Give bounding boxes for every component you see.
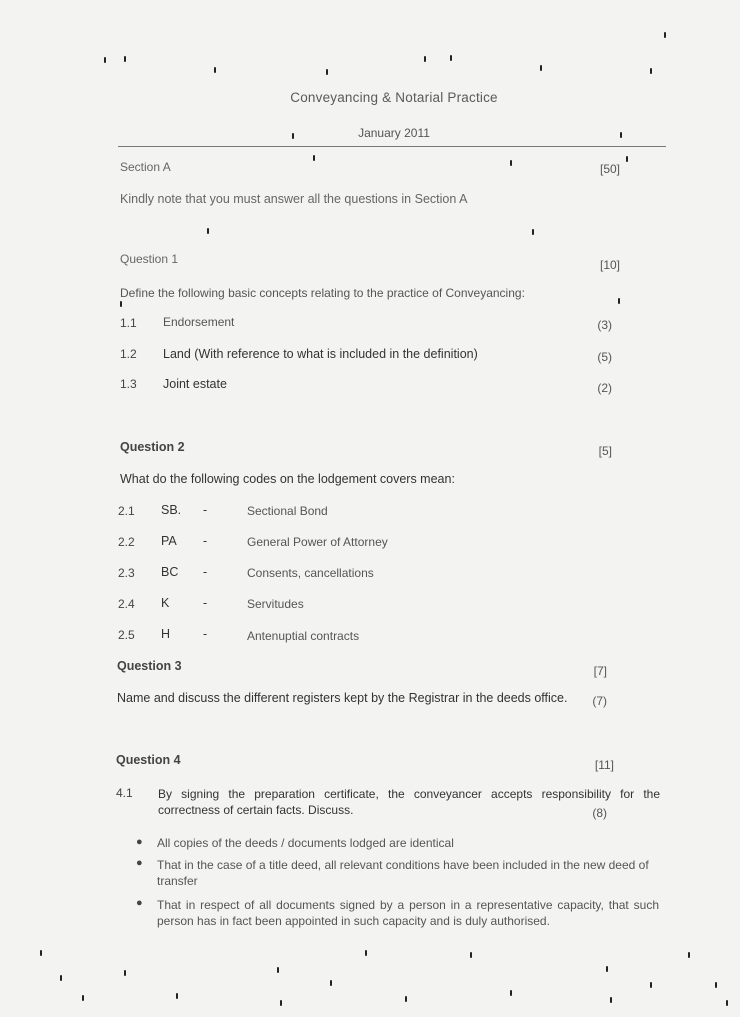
q2-item-number: 2.3: [118, 566, 135, 580]
q4-item-number: 4.1: [116, 786, 133, 800]
scan-speck: [424, 56, 426, 62]
question-4-marks: [11]: [594, 758, 614, 772]
q1-item-marks: (5): [597, 350, 612, 364]
bullet-icon: ●: [136, 897, 143, 909]
q2-item-meaning: Servitudes: [247, 597, 304, 611]
question-1-heading: Question 1: [120, 252, 179, 266]
question-3-item-marks: (7): [592, 694, 607, 708]
scan-speck: [510, 990, 512, 996]
question-3-heading: Question 3: [117, 659, 182, 673]
scan-speck: [715, 982, 717, 988]
scan-speck: [124, 970, 126, 976]
scan-speck: [176, 993, 178, 999]
scan-speck: [620, 132, 622, 138]
question-3-marks: [7]: [593, 664, 607, 678]
q2-item-dash: -: [203, 627, 208, 641]
scan-speck: [650, 68, 652, 74]
q1-item-marks: (3): [597, 318, 612, 332]
bullet-icon: ●: [136, 836, 143, 848]
question-2-marks: [5]: [598, 444, 612, 458]
scan-speck: [214, 67, 216, 73]
q4-bullet: All copies of the deeds / documents lodged are identical: [157, 836, 454, 850]
section-a-label: Section A: [120, 160, 171, 174]
q4-item-text: By signing the preparation certificate, the conveyancer accepts responsibility for the correctness of certain facts. Discuss.: [158, 787, 660, 817]
scan-speck: [610, 997, 612, 1003]
q1-item-text: Joint estate: [163, 377, 227, 391]
q2-item-meaning: Consents, cancellations: [247, 566, 374, 580]
scan-speck: [277, 967, 279, 973]
q2-item-number: 2.2: [118, 535, 135, 549]
scan-speck: [365, 950, 367, 956]
q1-item-text: Endorsement: [163, 315, 235, 329]
document-date: January 2011: [358, 126, 430, 140]
q2-item-number: 2.1: [118, 504, 135, 518]
scan-speck: [104, 57, 106, 63]
q1-item-number: 1.2: [120, 347, 137, 361]
q1-item-number: 1.3: [120, 377, 137, 391]
scan-speck: [330, 980, 332, 986]
q4-bullet: That in the case of a title deed, all relevant conditions have been included in the new deed of transfer: [157, 858, 649, 888]
scan-speck: [120, 301, 122, 307]
scan-speck: [207, 228, 209, 234]
q1-item-number: 1.1: [120, 316, 137, 330]
scan-speck: [470, 952, 472, 958]
q2-item-meaning: Antenuptial contracts: [247, 629, 360, 643]
q4-item-marks: (8): [592, 806, 607, 820]
q2-item-number: 2.4: [118, 597, 135, 611]
scan-speck: [688, 952, 690, 958]
scan-speck: [60, 975, 62, 981]
question-1-marks: [10]: [599, 258, 620, 272]
bullet-icon: ●: [136, 857, 143, 869]
question-2-instruction: What do the following codes on the lodgement covers mean:: [120, 472, 455, 486]
question-2-heading: Question 2: [120, 440, 185, 454]
q2-item-meaning: General Power of Attorney: [247, 535, 388, 549]
scan-speck: [664, 32, 666, 38]
scan-speck: [40, 950, 42, 956]
q2-item-meaning: Sectional Bond: [247, 504, 328, 518]
scan-speck: [405, 996, 407, 1002]
scan-speck: [450, 55, 452, 61]
scan-speck: [532, 229, 534, 235]
q1-item-marks: (2): [597, 381, 612, 395]
q2-item-code: K: [161, 596, 170, 610]
scan-speck: [650, 982, 652, 988]
q2-item-dash: -: [203, 534, 208, 548]
scan-speck: [280, 1000, 282, 1006]
scan-speck: [292, 133, 294, 139]
q2-item-code: H: [161, 627, 171, 641]
q1-item-text: Land (With reference to what is included in the definition): [163, 347, 478, 361]
scan-speck: [626, 156, 628, 162]
scan-speck: [606, 966, 608, 972]
header-rule: [118, 146, 666, 147]
q2-item-number: 2.5: [118, 628, 135, 642]
document-title: Conveyancing & Notarial Practice: [290, 90, 498, 105]
q2-item-code: PA: [161, 534, 177, 548]
scan-speck: [82, 995, 84, 1001]
scan-speck: [313, 155, 315, 161]
q2-item-code: BC: [161, 565, 179, 579]
q2-item-dash: -: [203, 596, 208, 610]
question-1-instruction: Define the following basic concepts relating to the practice of Conveyancing:: [120, 286, 525, 300]
q2-item-code: SB.: [161, 503, 182, 517]
q2-item-dash: -: [203, 503, 208, 517]
scan-speck: [510, 160, 512, 166]
section-a-note: Kindly note that you must answer all the questions in Section A: [120, 192, 468, 206]
q2-item-dash: -: [203, 565, 208, 579]
scan-speck: [726, 1000, 728, 1006]
scan-speck: [124, 56, 126, 62]
section-a-marks: [50]: [599, 162, 620, 176]
scan-speck: [618, 298, 620, 304]
scan-speck: [540, 65, 542, 71]
question-3-text: Name and discuss the different registers kept by the Registrar in the deeds office.: [117, 691, 568, 705]
scan-speck: [326, 69, 328, 75]
q4-bullet: That in respect of all documents signed by a person in a representative capacity, that such person has in fact been appointed in such capacity and is duly authorised.: [157, 898, 659, 928]
question-4-heading: Question 4: [116, 753, 181, 767]
